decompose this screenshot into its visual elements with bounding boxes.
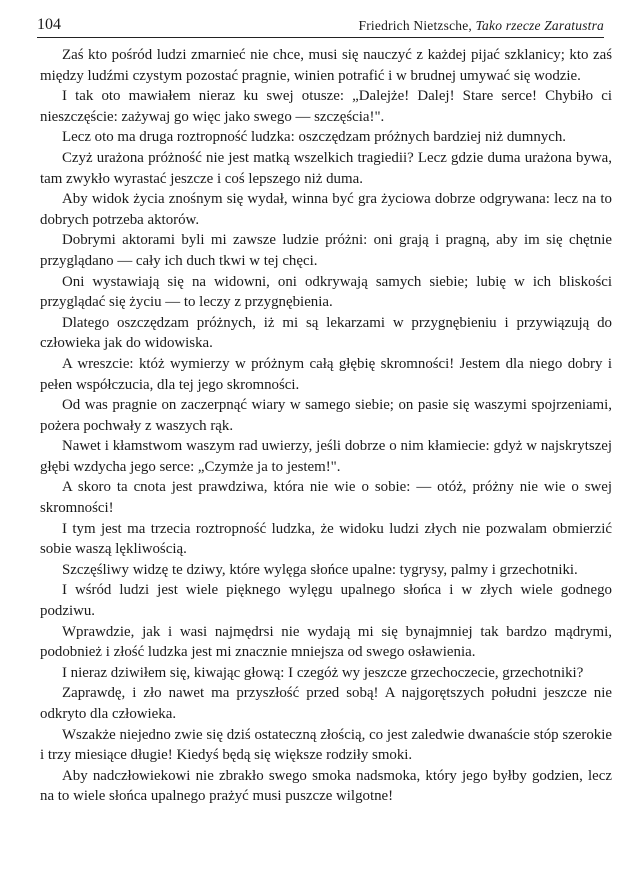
paragraph: Czyż urażona próżność nie jest matką wszelkich tragiedii? Lecz gdzie duma urażona bywa, tam zwykło wyrastać jeszcze i coś lepszego niż duma.: [40, 149, 612, 187]
paragraph: I nieraz dziwiłem się, kiwając głową: I czegóż wy jeszcze grzechoczecie, grzechotniki?: [62, 664, 584, 681]
paragraph: Aby widok życia znośnym się wydał, winna być gra życiowa dobrze odgrywana: lecz na to dobrych potrzeba aktorów.: [40, 191, 612, 228]
paragraph: Aby nadczłowiekowi nie zbrakło swego smoka nadsmoka, który jego byłby godzien, lecz na to wiele słońca upalnego prażyć musi puszcze wilgotne!: [40, 767, 612, 805]
page-number: 104: [37, 16, 61, 33]
paragraph: A wreszcie: któż wymierzy w próżnym całą głębię skromności! Jestem dla niego dobry i pełen współczucia, dla tej jego skromności.: [40, 355, 612, 393]
header-rule: [37, 37, 604, 38]
body-text: [40, 45, 612, 807]
paragraph: Dlatego oszczędzam próżnych, iż mi są lekarzami w przygnębieniu i przywiązują do człowieka jak do widowiska.: [40, 314, 612, 352]
paragraph: Dobrymi aktorami byli mi zawsze ludzie próżni: oni grają i pragną, aby im się chętnie przyglądano — cały ich duch tkwi w tej chęci.: [40, 232, 612, 269]
running-title: [359, 18, 604, 34]
paragraph: Oni wystawiają się na widowni, oni odkrywają samych siebie; lubię w ich bliskości przyglądać się życiu — to leczy z przygnębienia.: [40, 273, 612, 311]
paragraph: I wśród ludzi jest wiele pięknego wylęgu upalnego słońca i w złych wiele godnego podziwu.: [40, 582, 612, 620]
paragraph: Zaprawdę, i zło nawet ma przyszłość przed sobą! A najgorętszych południ jeszcze nie odkryto dla człowieka.: [40, 685, 612, 722]
running-title-work: Tako rzecze Zaratustra: [475, 18, 604, 33]
running-header: [37, 14, 604, 36]
paragraph: I tym jest ma trzecia roztropność ludzka, że widoku ludzi złych nie pozwalam obmierzić sobie waszą lękliwością.: [40, 520, 612, 558]
paragraph: A skoro ta cnota jest prawdziwa, która nie wie o sobie: — otóż, próżny nie wie o swej skromności!: [40, 479, 612, 517]
paragraph: Zaś kto pośród ludzi zmarnieć nie chce, musi się nauczyć z każdej pijać szklanicy; kto zaś między ludźmi czystym pozostać pragnie, winien potrafić i w brudnej umywać się wodzie.: [40, 47, 612, 84]
paragraph: Nawet i kłamstwom waszym rad uwierzy, jeśli dobrze o nim kłamiecie: gdyż w najskrytszej głębi wzdycha jego serce: „Czymże ja to jestem!".: [40, 438, 612, 475]
paragraph: Wszakże niejedno zwie się dziś ostateczną złością, co jest zaledwie dwanaście stóp szerokie i trzy miesiące długie! Kiedyś będą się większe rodziły smoki.: [40, 726, 612, 764]
paragraph: Od was pragnie on zaczerpnąć wiary w samego siebie; on pasie się waszymi spojrzeniami, pożera pochwały z waszych rąk.: [40, 397, 612, 434]
running-title-author: Friedrich Nietzsche,: [358, 18, 476, 33]
paragraph: Lecz oto ma druga roztropność ludzka: oszczędzam próżnych bardziej niż dumnych.: [62, 129, 567, 146]
paragraph: Szczęśliwy widzę te dziwy, które wylęga słońce upalne: tygrysy, palmy i grzechotniki.: [62, 561, 578, 578]
paragraph: I tak oto mawiałem nieraz ku swej otusze: „Dalejże! Dalej! Stare serce! Chybiło ci nieszczęście: zażywaj go więc jako swego — szczęścia!".: [40, 88, 612, 125]
paragraph: Wprawdzie, jak i wasi najmędrsi nie wydają mi się bynajmniej tak bardzo mądrymi, podobnież i złość ludzka jest mi znacznie mniejsza od swego osławienia.: [40, 623, 612, 661]
